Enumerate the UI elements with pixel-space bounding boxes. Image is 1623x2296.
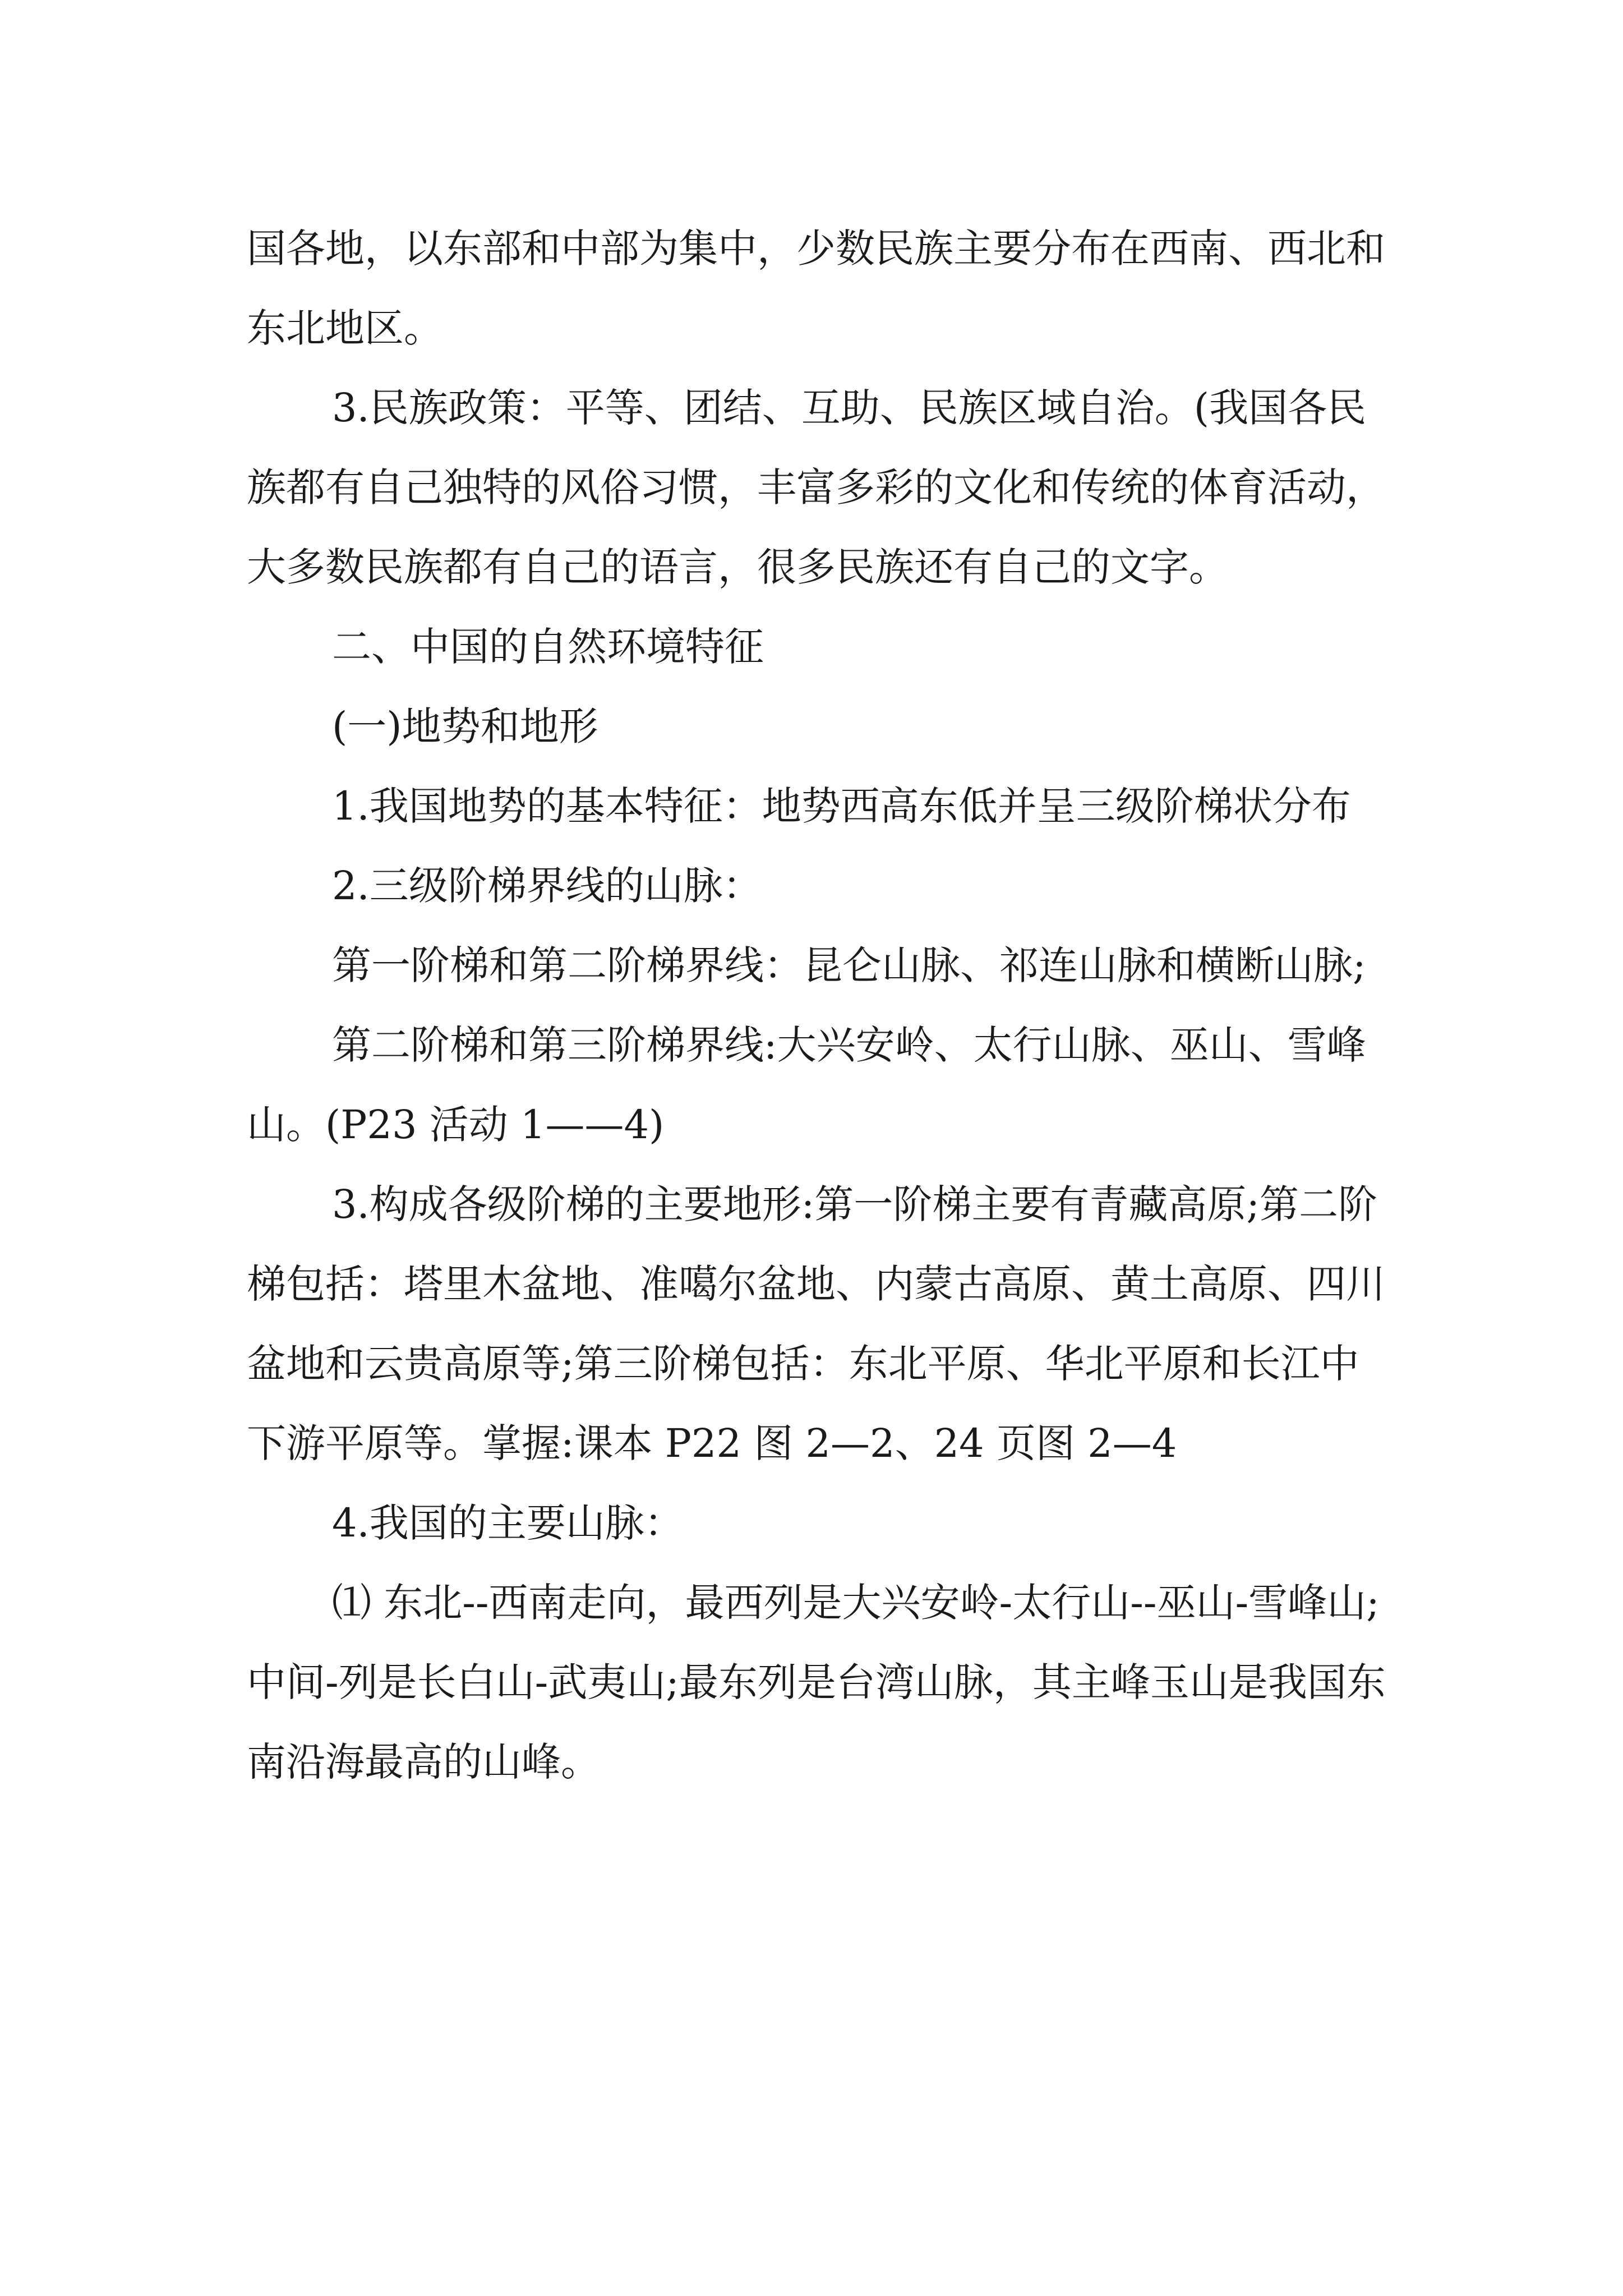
paragraph-main-mountains-heading: 4.我国的主要山脉： bbox=[332, 1500, 684, 1546]
paragraph-ne-sw-mountains: ⑴ 东北--西南走向，最西列是大兴安岭-太行山--巫山-雪峰山;中间-列是长白山-武夷山;最东列是台湾山脉，其主峰玉山是我国东南沿海最高的山峰。 bbox=[247, 1580, 1386, 1785]
paragraph-second-third-boundary: 第二阶梯和第三阶梯界线:大兴安岭、太行山脉、巫山、雪峰山。(P23 活动 1——4) bbox=[247, 1022, 1366, 1148]
section-heading-natural-environment: 二、中国的自然环境特征 bbox=[332, 624, 764, 670]
paragraph-population-distribution: 国各地，以东部和中部为集中，少数民族主要分布在西南、西北和东北地区。 bbox=[247, 226, 1385, 351]
paragraph-first-second-boundary: 第一阶梯和第二阶梯界线：昆仑山脉、祁连山脉和横断山脉; bbox=[332, 942, 1366, 988]
paragraph-terrain-feature: 1.我国地势的基本特征：地势西高东低并呈三级阶梯状分布 bbox=[332, 783, 1351, 829]
document-body bbox=[247, 209, 1391, 1802]
paragraph-ethnic-policy: 3.民族政策：平等、团结、互助、民族区域自治。(我国各民族都有自己独特的风俗习惯，丰富多彩的文化和传统的体育活动，大多数民族都有自己的语言，很多民族还有自己的文字。 bbox=[247, 385, 1385, 590]
subsection-heading-terrain: (一)地势和地形 bbox=[332, 703, 598, 749]
paragraph-landforms-per-step: 3.构成各级阶梯的主要地形:第一阶梯主要有青藏高原;第二阶梯包括：塔里木盆地、准噶尔盆地、内蒙古高原、黄土高原、四川盆地和云贵高原等;第三阶梯包括：东北平原、华北平原和长江中下游平原等。掌握:课本 P22 图 2—2、24 页图 2—4 bbox=[247, 1181, 1385, 1466]
paragraph-step-boundaries-heading: 2.三级阶梯界线的山脉： bbox=[332, 863, 762, 909]
